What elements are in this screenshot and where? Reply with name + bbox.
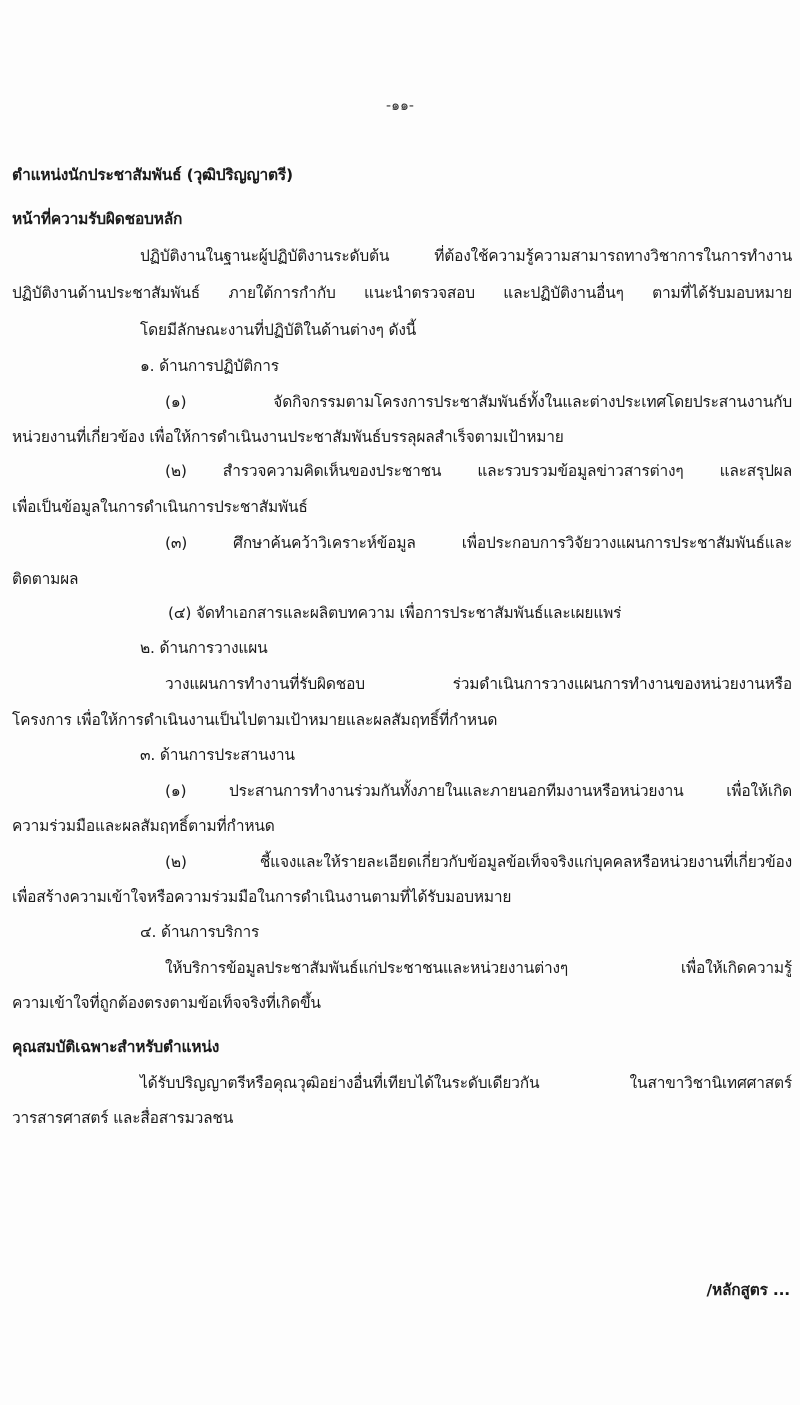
coordination-item-2-line-2: เพื่อสร้างความเข้าใจหรือความร่วมมือในการดำเนินงานตามที่ได้รับมอบหมาย [12, 888, 512, 906]
section-title-planning: ๒. ด้านการวางแผน [140, 639, 268, 657]
operations-item-2-line-1: (๒) สำรวจความคิดเห็นของประชาชน และรวบรวมข้อมูลข่าวสารต่างๆ และสรุปผล [165, 462, 792, 480]
qualifications-heading: คุณสมบัติเฉพาะสำหรับตำแหน่ง [12, 1038, 220, 1056]
operations-item-2-line-2: เพื่อเป็นข้อมูลในการดำเนินการประชาสัมพันธ์ [12, 498, 308, 516]
intro-line-3: โดยมีลักษณะงานที่ปฏิบัติในด้านต่างๆ ดังนี้ [140, 321, 417, 339]
position-title: ตำแหน่งนักประชาสัมพันธ์ (วุฒิปริญญาตรี) [12, 166, 293, 184]
continuation-marker: /หลักสูตร ... [706, 1281, 790, 1299]
planning-line-2: โครงการ เพื่อให้การดำเนินงานเป็นไปตามเป้าหมายและผลสัมฤทธิ์ที่กำหนด [12, 711, 498, 729]
service-line-1: ให้บริการข้อมูลประชาสัมพันธ์แก่ประชาชนและหน่วยงานต่างๆ เพื่อให้เกิดความรู้ [165, 959, 792, 977]
qualifications-line-1: ได้รับปริญญาตรีหรือคุณวุฒิอย่างอื่นที่เทียบได้ในระดับเดียวกัน ในสาขาวิชานิเทศศาสตร์ [140, 1074, 792, 1092]
operations-item-1-line-2: หน่วยงานที่เกี่ยวข้อง เพื่อให้การดำเนินงานประชาสัมพันธ์บรรลุผลสำเร็จตามเป้าหมาย [12, 428, 564, 446]
section-title-coordination: ๓. ด้านการประสานงาน [140, 746, 295, 764]
intro-line-1: ปฏิบัติงานในฐานะผู้ปฏิบัติงานระดับต้น ที่ต้องใช้ความรู้ความสามารถทางวิชาการในการทำงาน [140, 247, 792, 265]
service-line-2: ความเข้าใจที่ถูกต้องตรงตามข้อเท็จจริงที่เกิดขึ้น [12, 994, 321, 1012]
coordination-item-1-line-1: (๑) ประสานการทำงานร่วมกันทั้งภายในและภายนอกทีมงานหรือหน่วยงาน เพื่อให้เกิด [165, 782, 792, 800]
section-title-service: ๔. ด้านการบริการ [140, 923, 260, 941]
section-title-operations: ๑. ด้านการปฏิบัติการ [140, 357, 279, 375]
page-number: -๑๑- [386, 98, 414, 114]
operations-item-3-line-1: (๓) ศึกษาค้นคว้าวิเคราะห์ข้อมูล เพื่อประกอบการวิจัยวางแผนการประชาสัมพันธ์และ [165, 534, 792, 552]
coordination-item-2-line-1: (๒) ชี้แจงและให้รายละเอียดเกี่ยวกับข้อมูลข้อเท็จจริงแก่บุคคลหรือหน่วยงานที่เกี่ยวข้อง [165, 853, 792, 871]
qualifications-line-2: วารสารศาสตร์ และสื่อสารมวลชน [12, 1109, 234, 1127]
operations-item-1-line-1: (๑) จัดกิจกรรมตามโครงการประชาสัมพันธ์ทั้งในและต่างประเทศโดยประสานงานกับ [165, 393, 792, 411]
coordination-item-1-line-2: ความร่วมมือและผลสัมฤทธิ์ตามที่กำหนด [12, 817, 275, 835]
planning-line-1: วางแผนการทำงานที่รับผิดชอบ ร่วมดำเนินการวางแผนการทำงานของหน่วยงานหรือ [165, 675, 792, 693]
operations-item-4-line-1: (๔) จัดทำเอกสารและผลิตบทความ เพื่อการประชาสัมพันธ์และเผยแพร่ [168, 604, 622, 622]
responsibilities-heading: หน้าที่ความรับผิดชอบหลัก [12, 210, 183, 228]
operations-item-3-line-2: ติดตามผล [12, 570, 79, 588]
intro-line-2: ปฏิบัติงานด้านประชาสัมพันธ์ ภายใต้การกำกับ แนะนำตรวจสอบ และปฏิบัติงานอื่นๆ ตามที่ได้รับมอบหมาย [12, 284, 792, 302]
